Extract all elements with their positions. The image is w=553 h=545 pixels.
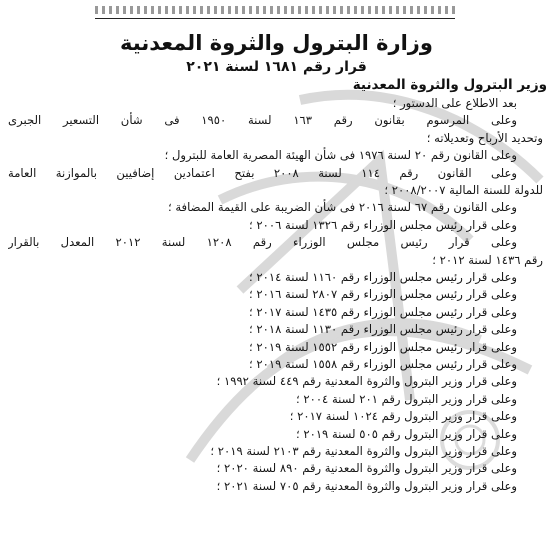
text-line: وعلى قرار رئيس مجلس الوزراء رقم ١١٦٠ لسنة ٢٠١٤ ؛ [249,270,517,285]
text-line: وعلى قرار رئيس مجلس الوزراء رقم ٢٨٠٧ لسنة ٢٠١٦ ؛ [249,287,517,302]
ministry-title: وزارة البترول والثروة المعدنية [120,31,433,55]
text-line: وعلى قرار وزير البترول والثروة المعدنية رقم ٨٩٠ لسنة ٢٠٢٠ ؛ [216,461,517,476]
text-line: وعلى القانون رقم ١١٤ لسنة ٢٠٠٨ بفتح اعتمادين إضافيين بالموازنة العامة [8,165,517,180]
text-line: وعلى قرار وزير البترول والثروة المعدنية رقم ٧٠٥ لسنة ٢٠٢١ ؛ [216,478,517,493]
issuer-heading: وزير البترول والثروة المعدنية [352,77,547,93]
text-line: وعلى قرار وزير البترول رقم ٢٠١ لسنة ٢٠٠٤ ؛ [295,391,517,406]
text-line: وعلى قرار وزير البترول رقم ١٠٢٤ لسنة ٢٠١٧ ؛ [289,409,517,424]
text-line: وعلى قرار رئيس مجلس الوزراء رقم ١٢٠٨ لسنة ٢٠١٢ المعدل بالقرار [8,235,517,250]
text-line: رقم ١٤٣٦ لسنة ٢٠١٢ ؛ [432,252,543,267]
text-line: وعلى قرار رئيس مجلس الوزراء رقم ١٣٢٦ لسنة ٢٠٠٦ ؛ [249,217,517,232]
text-line: وعلى قرار رئيس مجلس الوزراء رقم ١٥٥٨ لسنة ٢٠١٩ ؛ [249,357,517,372]
text-line: وعلى القانون رقم ٢٠ لسنة ١٩٧٦ فى شأن الهيئة المصرية العامة للبترول ؛ [164,148,517,163]
text-line: بعد الاطلاع على الدستور ؛ [392,96,517,110]
text-line: وعلى قرار رئيس مجلس الوزراء رقم ١٤٣٥ لسنة ٢٠١٧ ؛ [249,304,517,319]
text-line: وعلى قرار وزير البترول رقم ٥٠٥ لسنة ٢٠١٩ ؛ [295,426,517,441]
text-line: للدولة للسنة المالية ٢٠٠٨/٢٠٠٧ ؛ [384,183,543,197]
text-line: وعلى قرار رئيس مجلس الوزراء رقم ١١٣٠ لسنة ٢٠١٨ ؛ [249,322,517,337]
text-line: وعلى المرسوم بقانون رقم ١٦٣ لسنة ١٩٥٠ فى شأن التسعير الجبرى [8,113,517,128]
decree-preamble [8,95,543,495]
text-line: وعلى قرار وزير البترول والثروة المعدنية رقم ٤٤٩ لسنة ١٩٩٢ ؛ [216,374,517,389]
text-line: وعلى قرار وزير البترول والثروة المعدنية رقم ٢١٠٣ لسنة ٢٠١٩ ؛ [210,444,517,459]
decree-title: قرار رقم ١٦٨١ لسنة ٢٠٢١ [186,59,367,75]
text-line: وتحديد الأرباح وتعديلاته ؛ [426,130,543,145]
text-line: وعلى قرار رئيس مجلس الوزراء رقم ١٥٥٢ لسنة ٢٠١٩ ؛ [249,339,517,354]
text-line: وعلى القانون رقم ٦٧ لسنة ٢٠١٦ فى شأن الضريبة على القيمة المضافة ؛ [167,200,517,215]
